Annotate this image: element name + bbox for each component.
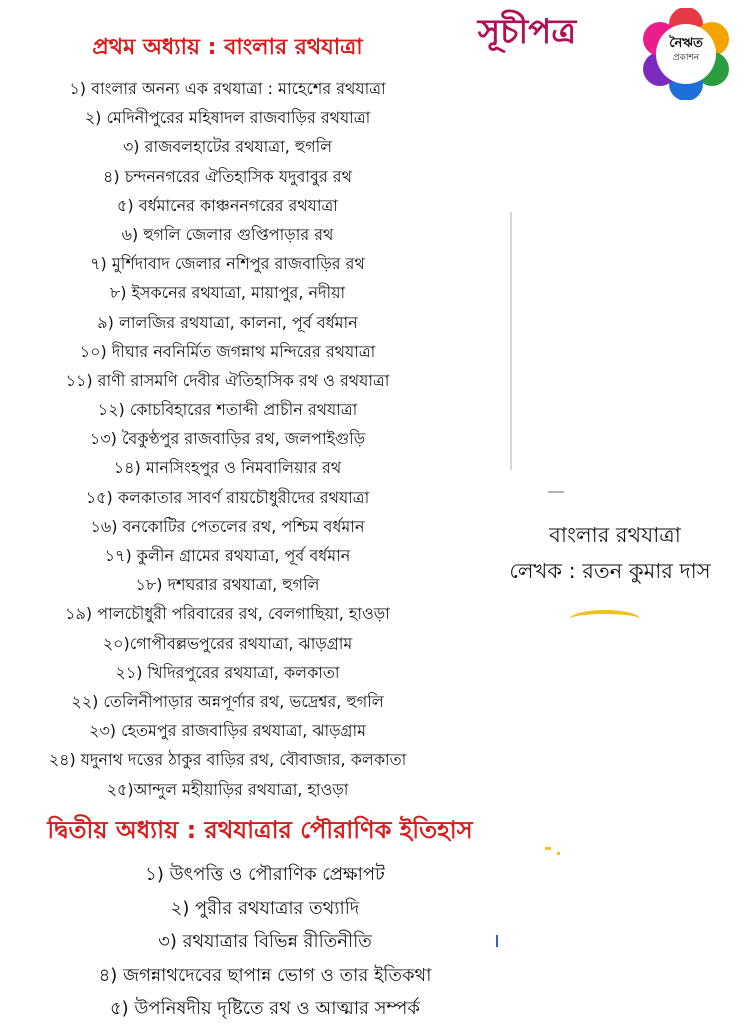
toc-item: ৯) লালজির রথযাত্রা, কালনা, পূর্ব বর্ধমান <box>97 312 358 332</box>
toc-item: ১৩) বৈকুণ্ঠপুর রাজবাড়ির রথ, জলপাইগুড়ি <box>89 429 366 449</box>
toc-item: ২) মেদিনীপুরের মহিষাদল রাজবাড়ির রথযাত্রা <box>84 108 371 128</box>
toc-item: ১৭) কুলীন গ্রামের রথযাত্রা, পূর্ব বর্ধমান <box>104 546 351 565</box>
toc-item: ৪) জগন্নাথদেবের ছাপান্ন ভোগ ও তার ইতিকথা <box>98 964 432 986</box>
toc-item: ১০) দীঘার নবনির্মিত জগন্নাথ মন্দিরের রথযাত্রা <box>79 341 376 361</box>
toc-item: ৩) রথযাত্রার বিভিন্ন রীতিনীতি <box>158 931 372 952</box>
chapter2-list <box>0 858 530 1026</box>
toc-item: ২৩) হেতমপুর রাজবাড়ির রথযাত্রা, ঝাড়গ্রাম <box>88 721 367 741</box>
chapter2-heading: দ্বিতীয় অধ্যায় : রথযাত্রার পৌরাণিক ইতিহাস <box>47 816 473 844</box>
toc-item: ২২) তেলিনীপাড়ার অন্নপূর্ণার রথ, ভদ্রেশ্বর, হুগলি <box>71 691 384 711</box>
book-author: লেখক : রতন কুমার দাস <box>509 559 711 583</box>
toc-item: ৩) রাজবলহাটের রথযাত্রা, হুগলি <box>122 137 333 157</box>
toc-item: ২) পুরীর রথযাত্রার তথ্যাদি <box>170 897 360 919</box>
toc-item: ৬) হুগলি জেলার গুপ্তিপাড়ার রথ <box>121 224 334 244</box>
publisher-name: নৈঋত <box>669 36 703 51</box>
publisher-logo <box>640 8 732 100</box>
toc-item: ৪) চন্দননগরের ঐতিহাসিক যদুবাবুর রথ <box>103 166 352 186</box>
toc-item: ১৬) বনকোটির পেতলের রথ, পশ্চিম বর্ধমান <box>90 516 365 536</box>
toc-item: ৫) বর্ধমানের কাঞ্চননগরের রথযাত্রা <box>117 195 338 215</box>
toc-item: ৭) মুর্শিদাবাদ জেলার নশিপুর রাজবাড়ির রথ <box>90 254 365 274</box>
toc-item: ১৪) মানসিংহপুর ও নিমবালিয়ার রথ <box>113 458 342 478</box>
toc-item: ১৫) কলকাতার সাবর্ণ রায়চৌধুরীদের রথযাত্রা <box>85 487 370 507</box>
cover-art-dot <box>545 847 551 850</box>
cover-art-line <box>510 212 512 470</box>
toc-item: ২৫)আন্দুল মহীয়াড়ির রথযাত্রা, হাওড়া <box>106 779 349 799</box>
toc-item: ২১) খিদিরপুরের রথযাত্রা, কলকাতা <box>115 662 340 682</box>
chapter1-list <box>0 74 455 804</box>
toc-item: ২০)গোপীবল্লভপুরের রথযাত্রা, ঝাড়গ্রাম <box>102 633 353 653</box>
toc-item: ১১) রাণী রাসমণি দেবীর ঐতিহাসিক রথ ও রথযাত্রা <box>65 370 390 390</box>
page-title: সূচীপত্র <box>477 12 577 52</box>
cover-art-dot <box>557 852 560 855</box>
toc-item: ১২) কোচবিহারের শতাব্দী প্রাচীন রথযাত্রা <box>97 400 358 420</box>
cover-art-swoosh <box>570 610 640 628</box>
book-title: বাংলার রথযাত্রা <box>549 523 681 547</box>
publisher-subtitle: প্রকাশন <box>672 53 700 63</box>
toc-item: ১৯) পালচৌধুরী পরিবারের রথ, বেলগাছিয়া, হাওড়া <box>65 604 390 624</box>
toc-item: ২৪) যদুনাথ দত্তের ঠাকুর বাড়ির রথ, বৌবাজার, কলকাতা <box>48 750 407 770</box>
chapter1-heading: প্রথম অধ্যায় : বাংলার রথযাত্রা <box>92 35 363 60</box>
toc-item: ১৮) দশঘরার রথযাত্রা, হুগলি <box>135 575 320 595</box>
cover-art-dash <box>548 491 564 493</box>
toc-item: ১) উৎপত্তি ও পৌরাণিক প্রেক্ষাপট <box>145 864 385 885</box>
toc-item: ১) বাংলার অনন্য এক রথযাত্রা : মাহেশের রথযাত্রা <box>69 79 386 98</box>
toc-item: ৮) ইসকনের রথযাত্রা, মায়াপুর, নদীয়া <box>109 283 346 303</box>
toc-item: ৫) উপনিষদীয় দৃষ্টিতে রথ ও আত্মার সম্পর্ক <box>109 998 421 1019</box>
